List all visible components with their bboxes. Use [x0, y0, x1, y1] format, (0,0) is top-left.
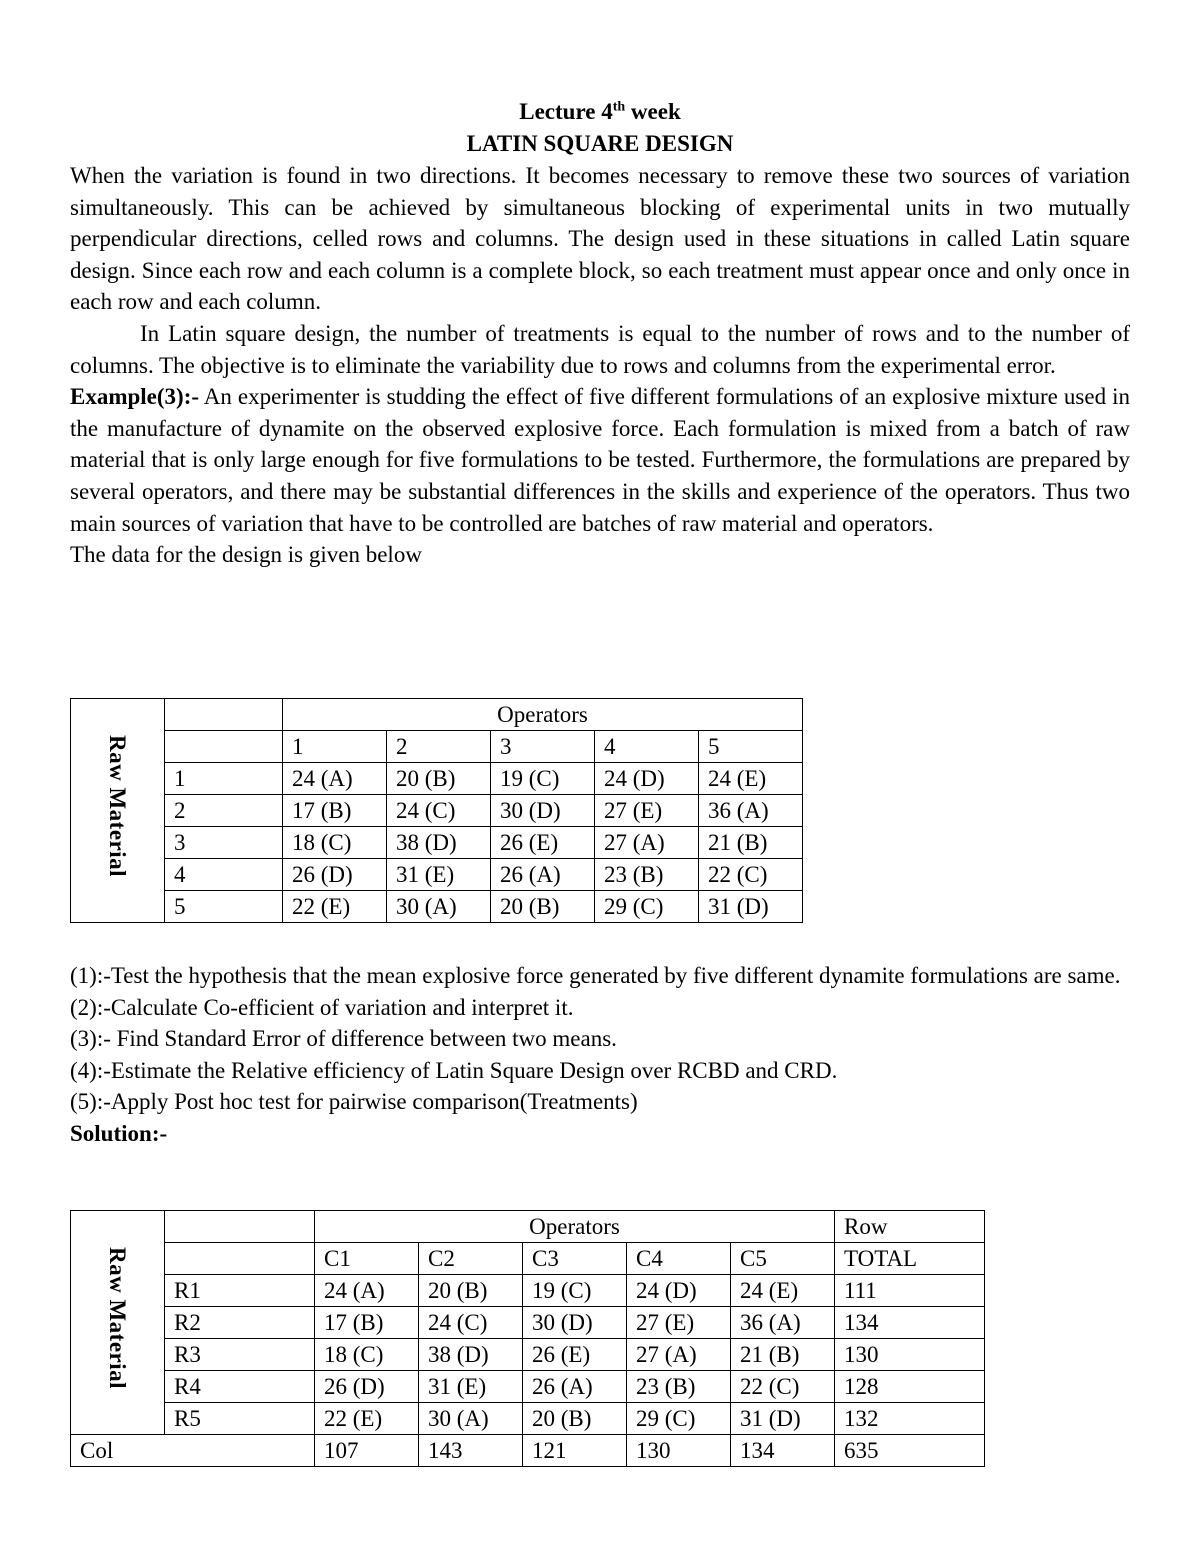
raw-material-label: Raw Material: [105, 735, 130, 878]
cell: 22 (C): [731, 1371, 835, 1403]
cell: 31 (E): [419, 1371, 523, 1403]
cell: 24 (C): [419, 1307, 523, 1339]
cell: 24 (E): [699, 763, 803, 795]
cell: 21 (B): [699, 827, 803, 859]
col-header: C3: [523, 1243, 627, 1275]
cell: 20 (B): [491, 891, 595, 923]
example-label: Example(3):-: [70, 384, 200, 410]
data-intro-line: The data for the design is given below: [70, 542, 422, 568]
row-label: R1: [165, 1275, 315, 1307]
cell: 38 (D): [419, 1339, 523, 1371]
side-label-cell: [71, 699, 165, 923]
cell: 27 (A): [595, 827, 699, 859]
cell: 29 (C): [627, 1403, 731, 1435]
cell: 26 (A): [491, 859, 595, 891]
cell: 24 (A): [315, 1275, 419, 1307]
row-total: 130: [835, 1339, 985, 1371]
cell: 26 (A): [523, 1371, 627, 1403]
cell: 21 (B): [731, 1339, 835, 1371]
cell: 20 (B): [523, 1403, 627, 1435]
cell: 36 (A): [699, 795, 803, 827]
cell: 20 (B): [387, 763, 491, 795]
cell: 22 (E): [315, 1403, 419, 1435]
solution-table: [70, 1210, 985, 1467]
row-label: 4: [165, 859, 283, 891]
col-header: C4: [627, 1243, 731, 1275]
cell: 24 (A): [283, 763, 387, 795]
cell: 24 (D): [595, 763, 699, 795]
document-page: [70, 96, 1130, 571]
col-header: 5: [699, 731, 803, 763]
total-header-total: TOTAL: [835, 1243, 985, 1275]
cell: 30 (A): [419, 1403, 523, 1435]
table-row: [71, 891, 803, 923]
row-total: 132: [835, 1403, 985, 1435]
cell: 24 (E): [731, 1275, 835, 1307]
cell: 30 (D): [491, 795, 595, 827]
cell: 24 (C): [387, 795, 491, 827]
row-label: R5: [165, 1403, 315, 1435]
cell: 31 (E): [387, 859, 491, 891]
col-total-label: Col: [71, 1435, 315, 1467]
raw-material-label: Raw Material: [105, 1247, 130, 1390]
example-paragraph: Example(3):- An experimenter is studding the effect of five different formulations of an explosive mixture used in the manufacture of dynamite on the observed explosive force. Each formulation is mixed from a batch of raw material that is only large enough for five formulations to be tested. Furthermore, the formulations are prepared by several operators, and there may be substantial differences in the skills and experience of the operators. Thus two main sources of variation that have to be controlled are batches of raw material and operators.: [70, 384, 1130, 536]
solution-label: Solution:-: [70, 1120, 168, 1146]
cell: 36 (A): [731, 1307, 835, 1339]
cell: 24 (D): [627, 1275, 731, 1307]
cell: 18 (C): [315, 1339, 419, 1371]
cell: 20 (B): [419, 1275, 523, 1307]
col-total: 134: [731, 1435, 835, 1467]
col-header: 1: [283, 731, 387, 763]
data-table: [70, 698, 803, 923]
cell: 23 (B): [595, 859, 699, 891]
cell: 26 (E): [523, 1339, 627, 1371]
cell: 23 (B): [627, 1371, 731, 1403]
question-item: (3):- Find Standard Error of difference between two means.: [70, 1026, 617, 1052]
col-header: 2: [387, 731, 491, 763]
row-total: 134: [835, 1307, 985, 1339]
table-row: [71, 1275, 985, 1307]
cell: 31 (D): [699, 891, 803, 923]
row-label: 5: [165, 891, 283, 923]
lsd-paragraph: In Latin square design, the number of treatments is equal to the number of rows and to the number of columns. The objective is to eliminate the variability due to rows and columns from the experimental error.: [70, 320, 1130, 378]
table-row: [71, 859, 803, 891]
row-total: 128: [835, 1371, 985, 1403]
row-label: 1: [165, 763, 283, 795]
question-item: (5):-Apply Post hoc test for pairwise comparison(Treatments): [70, 1089, 638, 1115]
table-row: [71, 1403, 985, 1435]
question-item: (1):-Test the hypothesis that the mean explosive force generated by five different dynamite formulations are same.: [70, 963, 1121, 988]
cell: 38 (D): [387, 827, 491, 859]
table-row: [71, 827, 803, 859]
col-header: C5: [731, 1243, 835, 1275]
col-header: 4: [595, 731, 699, 763]
lecture-title: Lecture 4th week: [519, 99, 681, 124]
cell: 26 (D): [283, 859, 387, 891]
section-heading: LATIN SQUARE DESIGN: [466, 131, 734, 156]
table-row: [71, 1371, 985, 1403]
row-label: R3: [165, 1339, 315, 1371]
col-total-row: [71, 1435, 985, 1467]
cell: 17 (B): [315, 1307, 419, 1339]
cell: 27 (A): [627, 1339, 731, 1371]
col-total: 107: [315, 1435, 419, 1467]
table-row: [71, 1307, 985, 1339]
row-label: R4: [165, 1371, 315, 1403]
cell: 26 (D): [315, 1371, 419, 1403]
cell: 26 (E): [491, 827, 595, 859]
table-row: [71, 795, 803, 827]
side-label-cell: [71, 1211, 165, 1435]
cell: 27 (E): [627, 1307, 731, 1339]
cell: 22 (C): [699, 859, 803, 891]
cell: 31 (D): [731, 1403, 835, 1435]
row-label: 2: [165, 795, 283, 827]
col-total: 121: [523, 1435, 627, 1467]
cell: 30 (A): [387, 891, 491, 923]
intro-paragraph: When the variation is found in two directions. It becomes necessary to remove these two sources of variation simultaneously. This can be achieved by simultaneous blocking of experimental units in two mutually perpendicular directions, celled rows and columns. The design used in these situations in called Latin square design. Since each row and each column is a complete block, so each treatment must appear once and only once in each row and each column.: [70, 163, 1130, 315]
cell: 30 (D): [523, 1307, 627, 1339]
col-header: C1: [315, 1243, 419, 1275]
operators-header: Operators: [315, 1211, 835, 1243]
cell: 18 (C): [283, 827, 387, 859]
cell: 22 (E): [283, 891, 387, 923]
question-item: (4):-Estimate the Relative efficiency of Latin Square Design over RCBD and CRD.: [70, 1057, 838, 1083]
table-row: [71, 1339, 985, 1371]
questions-list: [70, 960, 1130, 1150]
cell: 19 (C): [523, 1275, 627, 1307]
question-item: (2):-Calculate Co-efficient of variation and interpret it.: [70, 994, 574, 1020]
row-label: 3: [165, 827, 283, 859]
col-header: C2: [419, 1243, 523, 1275]
cell: 27 (E): [595, 795, 699, 827]
row-total: 111: [835, 1275, 985, 1307]
table-row: [71, 763, 803, 795]
col-total: 143: [419, 1435, 523, 1467]
grand-total: 635: [835, 1435, 985, 1467]
operators-header: Operators: [283, 699, 803, 731]
col-header: 3: [491, 731, 595, 763]
total-header-row: Row: [835, 1211, 985, 1243]
cell: 29 (C): [595, 891, 699, 923]
cell: 19 (C): [491, 763, 595, 795]
col-total: 130: [627, 1435, 731, 1467]
cell: 17 (B): [283, 795, 387, 827]
row-label: R2: [165, 1307, 315, 1339]
